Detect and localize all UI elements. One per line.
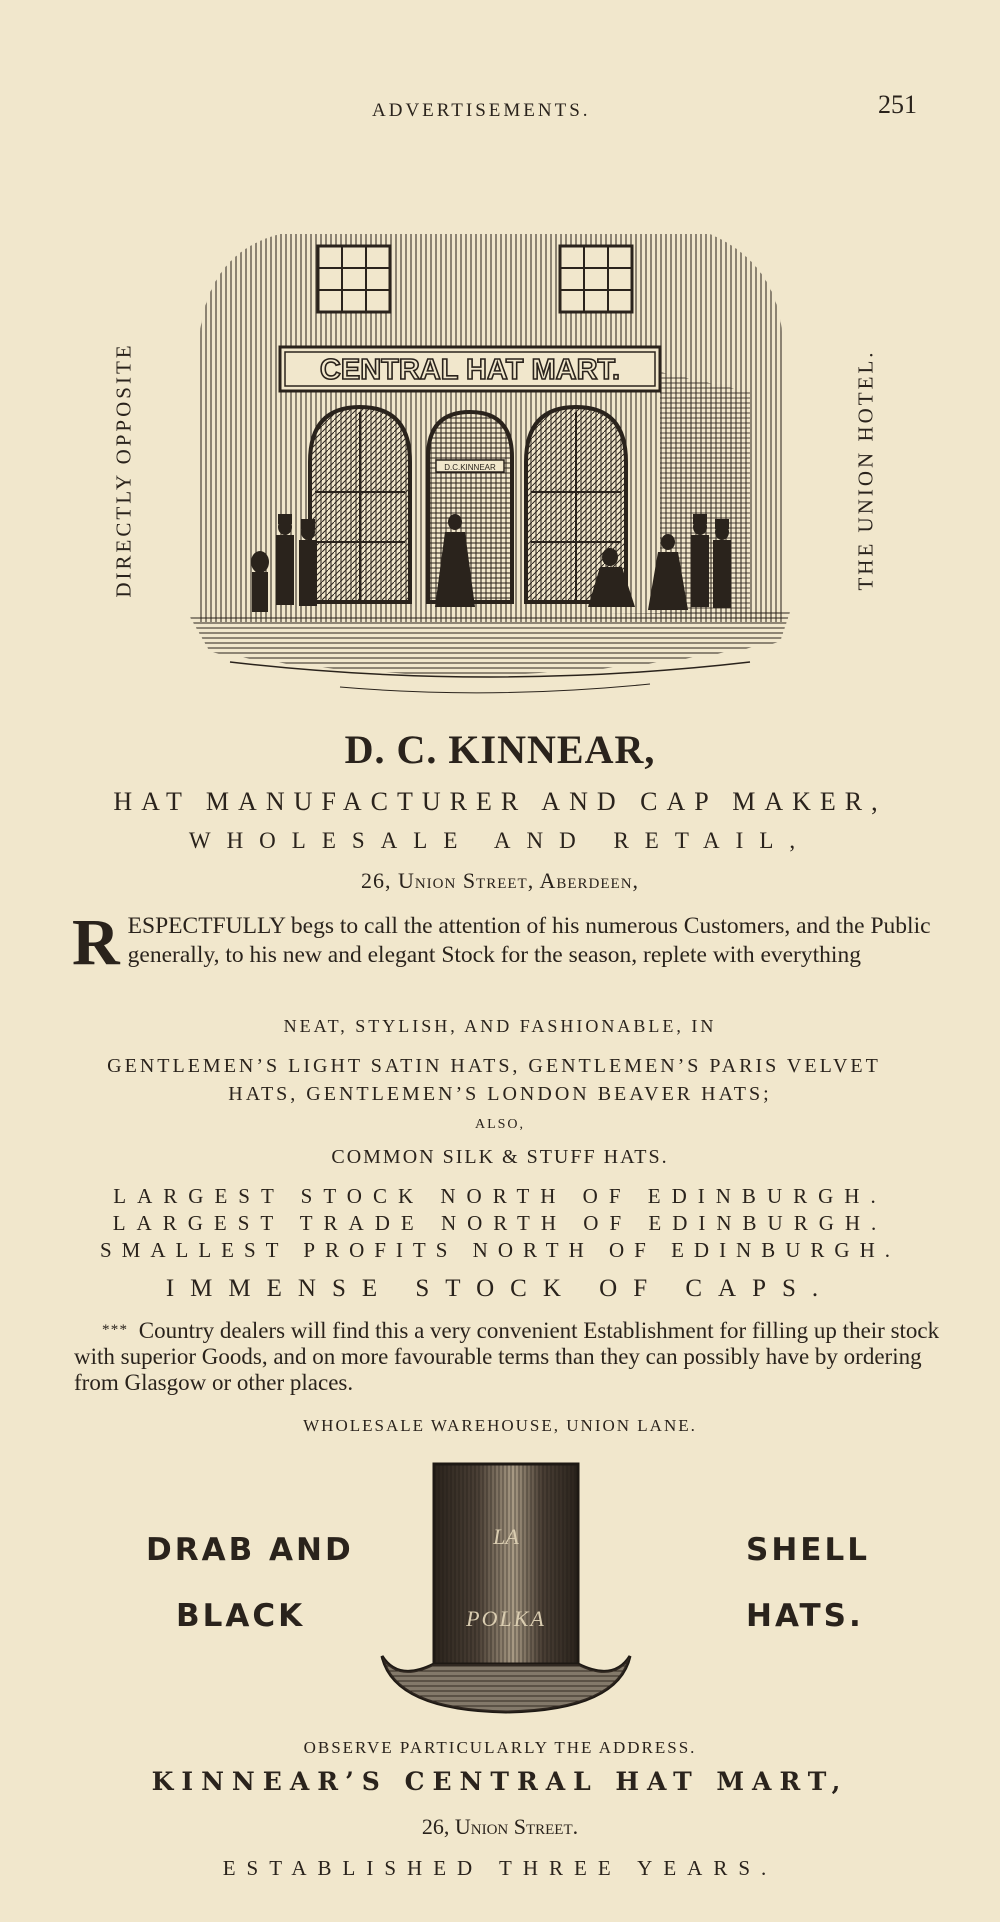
intro-paragraph — [72, 906, 942, 979]
drop-cap: R — [72, 906, 120, 979]
top-hat-illustration — [378, 1460, 634, 1720]
footer-address: 26, Union Street. — [421, 1814, 579, 1839]
asterism: * * * — [102, 1322, 128, 1338]
established-line: ESTABLISHED THREE YEARS. — [222, 1856, 778, 1880]
stock-line-2: LARGEST TRADE NORTH OF EDINBURGH. — [112, 1211, 888, 1235]
shell-label: SHELL — [746, 1532, 870, 1568]
shopfront-engraving — [190, 222, 790, 712]
firm-name: D. C. KINNEAR, — [344, 727, 656, 772]
hats-line-2: HATS, GENTLEMEN’S LONDON BEAVER HATS; — [228, 1083, 772, 1105]
observe-line: OBSERVE PARTICULARLY THE ADDRESS. — [303, 1738, 697, 1757]
drab-and-label: DRAB AND — [146, 1532, 354, 1568]
hats-line-1: GENTLEMEN’S LIGHT SATIN HATS, GENTLEMEN’S PARIS VELVET — [107, 1055, 881, 1077]
warehouse-line: WHOLESALE WAREHOUSE, UNION LANE. — [303, 1416, 697, 1435]
door-sign: D.C.KINNEAR — [444, 463, 496, 472]
neat-line: NEAT, STYLISH, AND FASHIONABLE, IN — [283, 1016, 717, 1036]
hat-brand-la: LA — [493, 1524, 519, 1549]
country-paragraph — [74, 1317, 940, 1396]
page-number: 251 — [878, 90, 917, 119]
stock-line-3: SMALLEST PROFITS NORTH OF EDINBURGH. — [100, 1238, 900, 1262]
wholesale-retail-line: WHOLESALE AND RETAIL, — [188, 828, 812, 853]
intro-text: ESPECTFULLY begs to call the attention of his numerous Customers, and the Public generally, to his new and elegant Stock for the season, replete with everything — [127, 913, 931, 968]
running-title: ADVERTISEMENTS. — [372, 100, 591, 121]
stock-line-1: LARGEST STOCK NORTH OF EDINBURGH. — [113, 1184, 887, 1208]
common-hats-line: COMMON SILK & STUFF HATS. — [331, 1146, 669, 1168]
caps-line: IMMENSE STOCK OF CAPS. — [165, 1275, 835, 1302]
country-text: Country dealers will find this a very convenient Establishment for filling up their stock with superior Goods, and on more favourable terms than they can possibly have by ordering from Glasgow or other places. — [74, 1318, 940, 1395]
hats-label: HATS. — [746, 1598, 864, 1634]
left-side-caption: DIRECTLY OPPOSITE — [111, 342, 136, 598]
shop-address: 26, Union Street, Aberdeen, — [360, 868, 640, 893]
hat-mart-line: KINNEAR’S CENTRAL HAT MART, — [151, 1767, 849, 1796]
right-side-caption: THE UNION HOTEL. — [853, 349, 878, 591]
shop-sign: CENTRAL HAT MART. — [319, 354, 621, 386]
hat-brand-polka: POLKA — [466, 1606, 546, 1631]
trade-line: HAT MANUFACTURER AND CAP MAKER, — [113, 787, 887, 816]
also-line: ALSO, — [474, 1117, 526, 1132]
black-label: BLACK — [176, 1598, 306, 1634]
